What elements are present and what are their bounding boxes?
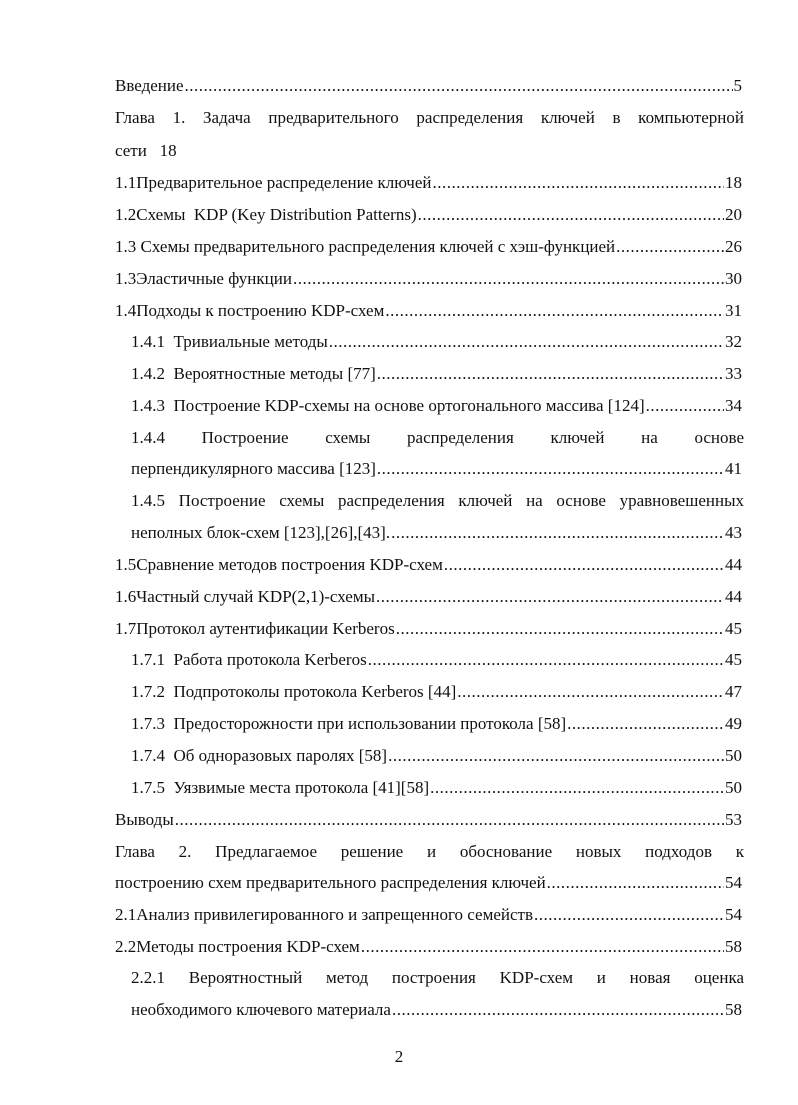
toc-page: 58 — [725, 937, 742, 956]
toc-title: Глава 1. Задача предварительного распределения ключей в компьютерной — [115, 108, 744, 127]
toc-leader — [391, 521, 724, 545]
toc-leader — [388, 744, 724, 768]
toc-entry-1-7-3[interactable] — [131, 712, 742, 736]
toc-page: 50 — [725, 778, 742, 797]
toc-entry-1-4-4-line-2[interactable] — [131, 457, 742, 481]
toc-page: 18 — [725, 173, 742, 192]
toc-leader — [567, 712, 724, 736]
toc-entry-1-4-3[interactable] — [131, 394, 742, 418]
toc-leader — [385, 299, 724, 323]
toc-leader — [175, 808, 724, 832]
toc-entry-chapter-2-line-1[interactable] — [115, 840, 744, 864]
toc-title-continued: неполных блок-схем [123],[26],[43]. — [131, 523, 391, 542]
toc-title: 1.5Сравнение методов построения KDP-схем — [115, 555, 443, 574]
toc-title: 1.4.1 Тривиальные методы — [131, 332, 328, 351]
toc-title: 1.1Предварительное распределение ключей — [115, 173, 432, 192]
toc-title: 1.3Эластичные функции — [115, 269, 292, 288]
toc-title: Введение — [115, 76, 184, 95]
toc-leader — [377, 457, 724, 481]
toc-page: 43 — [725, 523, 742, 542]
toc-page: 44 — [725, 587, 742, 606]
toc-title: 2.2.1 Вероятностный метод построения KDP-схем и новая оценка — [131, 968, 744, 987]
toc-leader — [646, 394, 724, 418]
toc-leader — [376, 585, 724, 609]
toc-leader — [457, 680, 724, 704]
toc-entry-chapter-2-line-2[interactable] — [115, 871, 742, 895]
toc-title: 1.4.5 Построение схемы распределения ключей на основе уравновешенных — [131, 491, 744, 510]
toc-leader — [185, 74, 733, 98]
toc-page: 20 — [725, 205, 742, 224]
toc-entry-1-7-1[interactable] — [131, 648, 742, 672]
toc-title: 1.4.3 Построение KDP-схемы на основе ортогонального массива [124] — [131, 396, 645, 415]
toc-title: 1.6Частный случай KDP(2,1)-схемы — [115, 587, 376, 606]
toc-leader — [396, 617, 724, 641]
toc-page: 49 — [725, 714, 742, 733]
page-number: 2 — [394, 1047, 404, 1066]
toc-entry-2-2-1-line-1[interactable] — [131, 966, 744, 990]
toc-leader — [392, 998, 724, 1022]
toc-page: 32 — [725, 332, 742, 351]
toc-leader — [377, 362, 724, 386]
toc-entry-1-4[interactable] — [115, 299, 742, 323]
toc-page: 44 — [725, 555, 742, 574]
toc-entry-1-7-4[interactable] — [131, 744, 742, 768]
toc-title: 1.7.3 Предосторожности при использовании протокола [58] — [131, 714, 567, 733]
toc-page: 58 — [725, 1000, 742, 1019]
toc-entry-1-4-1[interactable] — [131, 330, 742, 354]
toc-entry-chapter-1-line-2[interactable] — [115, 139, 177, 163]
toc-page: 31 — [725, 301, 742, 320]
toc-entry-1-5[interactable] — [115, 553, 742, 577]
toc-leader — [329, 330, 724, 354]
toc-entry-1-7-5[interactable] — [131, 776, 742, 800]
toc-entry-1-7[interactable] — [115, 617, 742, 641]
toc-title: Глава 2. Предлагаемое решение и обоснование новых подходов к — [115, 842, 744, 861]
toc-entry-1-1[interactable] — [115, 171, 742, 195]
toc-title: 2.1Анализ привилегированного и запрещенного семейств — [115, 905, 533, 924]
toc-page: 5 — [733, 76, 742, 95]
toc-title-continued: перпендикулярного массива [123] — [131, 459, 376, 478]
toc-entry-2-1[interactable] — [115, 903, 742, 927]
toc-title: 1.7Протокол аутентификации Kerberos — [115, 619, 395, 638]
toc-entry-1-4-4-line-1[interactable] — [131, 426, 744, 450]
toc-page: 45 — [725, 650, 742, 669]
toc-leader — [418, 203, 724, 227]
toc-entry-1-3-elastic[interactable] — [115, 267, 742, 291]
toc-title: 1.4.4 Построение схемы распределения ключей на основе — [131, 428, 744, 447]
toc-title: 1.2Схемы KDP (Key Distribution Patterns) — [115, 205, 417, 224]
toc-leader — [361, 935, 724, 959]
toc-leader — [432, 171, 724, 195]
toc-title-continued: необходимого ключевого материала — [131, 1000, 391, 1019]
toc-leader — [534, 903, 724, 927]
toc-leader — [430, 776, 724, 800]
toc-entry-1-4-5-line-2[interactable] — [131, 521, 742, 545]
toc-entry-1-7-2[interactable] — [131, 680, 742, 704]
toc-title: 1.4Подходы к построению KDP-схем — [115, 301, 385, 320]
toc-title: 1.7.5 Уязвимые места протокола [41][58] — [131, 778, 430, 797]
toc-entry-2-2[interactable] — [115, 935, 742, 959]
toc-entry-1-4-2[interactable] — [131, 362, 742, 386]
toc-leader — [444, 553, 724, 577]
toc-title: 1.7.4 Об одноразовых паролях [58] — [131, 746, 388, 765]
toc-entry-chapter-1-line-1[interactable] — [115, 106, 744, 130]
toc-page: 33 — [725, 364, 742, 383]
toc-entry-1-3-hash[interactable] — [115, 235, 742, 259]
toc-title: 1.7.1 Работа протокола Kerberos — [131, 650, 367, 669]
toc-title-continued: сети 18 — [115, 141, 177, 160]
toc-leader — [547, 871, 724, 895]
toc-page: 50 — [725, 746, 742, 765]
toc-entry-conclusions[interactable] — [115, 808, 742, 832]
toc-entry-introduction[interactable] — [115, 74, 742, 98]
toc-page: 41 — [725, 459, 742, 478]
toc-entry-1-4-5-line-1[interactable] — [131, 489, 744, 513]
toc-title-continued: построению схем предварительного распределения ключей — [115, 873, 546, 892]
toc-title: 1.7.2 Подпротоколы протокола Kerberos [44] — [131, 682, 457, 701]
toc-title: 1.3 Схемы предварительного распределения ключей с хэш-функцией — [115, 237, 616, 256]
toc-page: 34 — [725, 396, 742, 415]
toc-page: 26 — [725, 237, 742, 256]
toc-entry-2-2-1-line-2[interactable] — [131, 998, 742, 1022]
toc-leader — [293, 267, 724, 291]
toc-entry-1-6[interactable] — [115, 585, 742, 609]
toc-page: 53 — [725, 810, 742, 829]
toc-page: 47 — [725, 682, 742, 701]
toc-page: 54 — [725, 905, 742, 924]
toc-page: 30 — [725, 269, 742, 288]
toc-entry-1-2[interactable] — [115, 203, 742, 227]
toc-page: 45 — [725, 619, 742, 638]
toc-title: 2.2Методы построения KDP-схем — [115, 937, 360, 956]
toc-title: Выводы — [115, 810, 174, 829]
toc-leader — [616, 235, 724, 259]
toc-title: 1.4.2 Вероятностные методы [77] — [131, 364, 376, 383]
toc-page: 54 — [725, 873, 742, 892]
toc-leader — [368, 648, 724, 672]
